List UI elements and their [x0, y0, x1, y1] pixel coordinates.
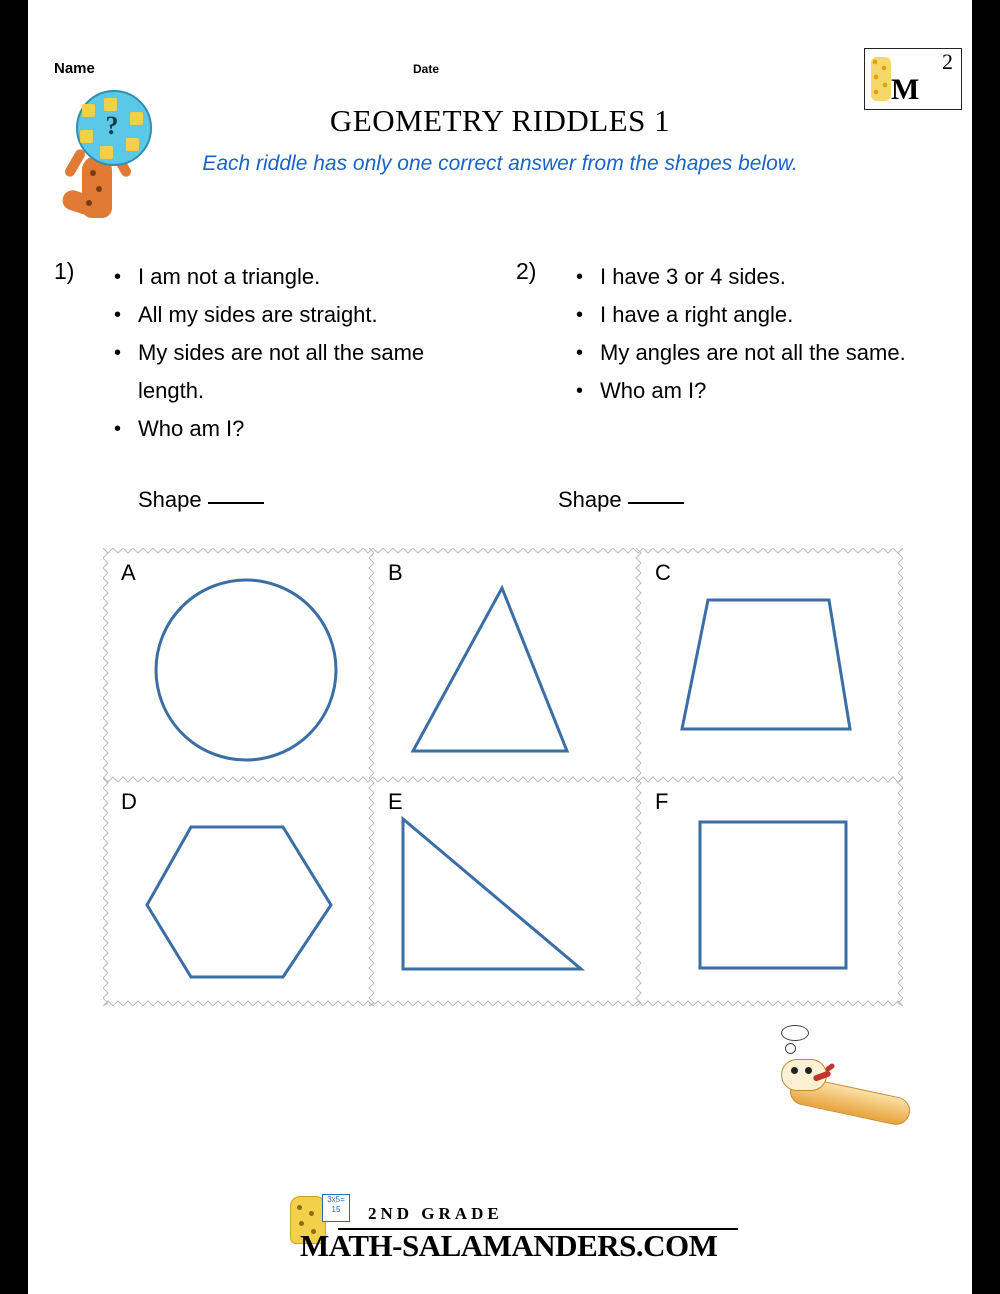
- shape-letter-a: A: [121, 560, 136, 585]
- mascot-spot: [96, 186, 102, 192]
- shape-letter-e: E: [388, 789, 403, 814]
- name-label: Name: [54, 60, 95, 77]
- shape-cell-b: [370, 548, 636, 777]
- shape-cell-c: [637, 548, 903, 777]
- mascot-spot: [86, 200, 92, 206]
- page-title: GEOMETRY RIDDLES 1: [329, 103, 671, 138]
- shapes-grid: [103, 548, 903, 1006]
- riddle-1-clue: • All my sides are straight.: [106, 296, 466, 334]
- riddle-2-answer-blank[interactable]: [628, 502, 684, 504]
- footer-grade-text: 2ND GRADE: [368, 1204, 503, 1223]
- mascot-with-ball-icon: [56, 90, 156, 230]
- thought-bubble-small: [785, 1043, 796, 1054]
- grade-badge: [864, 48, 962, 110]
- riddle-2-clue: • I have a right angle.: [568, 296, 928, 334]
- footer: [28, 1190, 972, 1280]
- riddle-1-answer-label: Shape: [138, 487, 202, 512]
- riddle-2-clue-list: [568, 258, 928, 410]
- right-triangle-shape: [370, 777, 636, 1006]
- footer-site-url: MATH-SALAMANDERS.COM: [300, 1228, 718, 1263]
- riddle-2-number: 2): [516, 258, 537, 284]
- brand-m-icon: M: [891, 73, 918, 106]
- shape-cell-d: [103, 777, 369, 1006]
- salamander-icon: [871, 57, 891, 101]
- shape-cell-a: [103, 548, 369, 777]
- riddle-2-answer[interactable]: [558, 487, 684, 513]
- hexagon-shape: [103, 777, 369, 1006]
- shape-letter-f: F: [655, 789, 669, 814]
- mascot-spot: [90, 170, 96, 176]
- riddle-1-answer[interactable]: [138, 487, 264, 513]
- riddle-2-answer-label: Shape: [558, 487, 622, 512]
- shape-letter-c: C: [655, 560, 671, 585]
- riddle-1-clue-list: [106, 258, 466, 448]
- riddle-2-clue: • Who am I?: [568, 372, 928, 410]
- page-right-margin-bar: [972, 0, 1000, 1294]
- triangle-shape: [370, 548, 636, 777]
- footer-logo-card: 3x5= 15: [322, 1194, 350, 1222]
- thought-bubble-large: [781, 1025, 809, 1041]
- thinking-mascot-icon: [773, 1025, 923, 1155]
- riddle-1-number: 1): [54, 258, 75, 284]
- date-label: Date: [413, 62, 440, 76]
- page-subtitle: Each riddle has only one correct answer from the shapes below.: [202, 152, 798, 175]
- shape-cell-e: [370, 777, 636, 1006]
- circle-shape: [103, 548, 369, 777]
- riddle-1-answer-blank[interactable]: [208, 502, 264, 504]
- shape-letter-b: B: [388, 560, 403, 585]
- page-left-margin-bar: [0, 0, 28, 1294]
- square-shape: [637, 777, 903, 1006]
- riddle-1-clue: • Who am I?: [106, 410, 466, 448]
- grade-badge-number: 2: [942, 49, 953, 74]
- riddle-2-clue: • My angles are not all the same.: [568, 334, 928, 372]
- shape-cell-f: [637, 777, 903, 1006]
- riddle-2-clue: • I have 3 or 4 sides.: [568, 258, 928, 296]
- shape-letter-d: D: [121, 789, 137, 814]
- riddle-1-clue: • I am not a triangle.: [106, 258, 466, 296]
- worksheet-sheet: [28, 0, 972, 1294]
- ball-question-mark: ?: [105, 111, 119, 140]
- riddle-1-clue: • My sides are not all the same length.: [106, 334, 466, 410]
- mascot-eye: [791, 1067, 798, 1074]
- mascot-eye: [805, 1067, 812, 1074]
- trapezoid-shape: [637, 548, 903, 777]
